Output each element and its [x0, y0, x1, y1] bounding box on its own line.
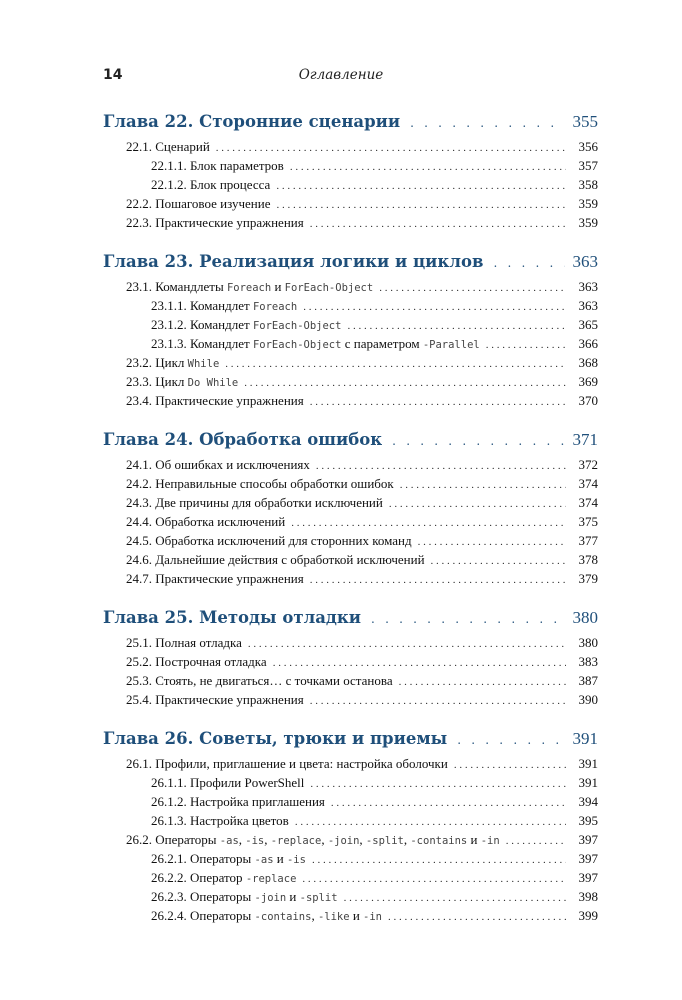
entry-page-number: 359 [578, 196, 598, 211]
entry-page-number: 397 [578, 832, 598, 847]
code-token: -join [254, 892, 287, 904]
toc-section-entry[interactable] [103, 391, 598, 410]
entry-title [126, 633, 248, 652]
entry-text: 22.2. Пошаговое изучение [126, 196, 271, 211]
entry-page-number: 390 [578, 692, 598, 707]
chapter-heading[interactable] [103, 428, 598, 452]
entry-text: 26.1.1. Профили PowerShell [151, 775, 305, 790]
chapter-page-number: 363 [572, 252, 598, 271]
code-token: -in [363, 911, 382, 923]
entry-title [126, 493, 389, 512]
toc-section-entry[interactable] [103, 493, 598, 512]
entry-text: 24.7. Практические упражнения [126, 571, 304, 586]
entry-page-number: 378 [578, 552, 598, 567]
page-number: 14 [103, 67, 123, 83]
entry-title [126, 830, 506, 851]
entry-text: 26.1. Профили, приглашение и цвета: настройка оболочки [126, 756, 448, 771]
entry-text: 23.1.3. Командлет [151, 336, 253, 351]
entry-title [126, 391, 310, 410]
dot-leader [310, 692, 566, 711]
entry-page-number: 397 [578, 870, 598, 885]
entry-page-number: 359 [578, 215, 598, 230]
chapter-heading[interactable] [103, 110, 598, 134]
toc-section-entry[interactable] [103, 550, 598, 569]
code-token: -replace [270, 835, 322, 847]
code-token: Foreach [252, 301, 298, 313]
toc-section-entry[interactable] [103, 277, 598, 296]
entry-text: , [321, 832, 328, 847]
dot-leader [310, 571, 566, 590]
toc-subsection-entry[interactable] [103, 887, 598, 906]
code-token: -is [245, 835, 265, 847]
code-token: -replace [245, 873, 297, 885]
entry-text: 25.4. Практические упражнения [126, 692, 304, 707]
page-header [103, 67, 579, 87]
entry-text: 24.6. Дальнейшие действия с обработкой исключений [126, 552, 425, 567]
toc-section-entry[interactable] [103, 137, 598, 156]
entry-text: и [273, 851, 287, 866]
entry-text: 23.1.1. Командлет [151, 298, 253, 313]
entry-text: 25.3. Стоять, не двигаться… с точками останова [126, 673, 393, 688]
dot-leader [310, 215, 566, 234]
entry-text: 22.1. Сценарий [126, 139, 210, 154]
entry-title [126, 652, 273, 671]
entry-title [126, 455, 316, 474]
entry-title [151, 906, 388, 927]
entry-text: 22.3. Практические упражнения [126, 215, 304, 230]
toc-subsection-entry[interactable] [103, 906, 598, 925]
entry-page-number: 363 [578, 298, 598, 313]
entry-text: 24.5. Обработка исключений для сторонних команд [126, 533, 412, 548]
entry-page-number: 370 [578, 393, 598, 408]
chapter-page-number: 380 [572, 608, 598, 627]
toc-section-entry[interactable] [103, 690, 598, 709]
entry-page-number: 387 [578, 673, 598, 688]
entry-text: 26.2.4. Операторы [151, 908, 255, 923]
toc-subsection-entry[interactable] [103, 868, 598, 887]
entry-page-number: 358 [578, 177, 598, 192]
entry-page-number: 383 [578, 654, 598, 669]
entry-title [126, 531, 418, 550]
entry-title [151, 811, 295, 830]
toc-section-entry[interactable] [103, 353, 598, 372]
dot-leader [457, 728, 564, 752]
entry-text: 24.3. Две причины для обработки исключений [126, 495, 383, 510]
entry-text: 24.4. Обработка исключений [126, 514, 286, 529]
entry-text: и [271, 279, 285, 294]
entry-text: и [349, 908, 364, 923]
entry-text: , [238, 832, 246, 847]
entry-title [151, 315, 347, 336]
entry-page-number: 369 [578, 374, 598, 389]
code-token: -as [219, 835, 239, 847]
toc-section-entry[interactable] [103, 474, 598, 493]
toc-section-entry[interactable] [103, 754, 598, 773]
entry-page-number: 372 [578, 457, 598, 472]
toc-section-entry[interactable] [103, 455, 598, 474]
entry-text: с параметром [341, 336, 423, 351]
entry-title [151, 175, 276, 194]
entry-title [126, 353, 225, 374]
chapter-page-number: 391 [572, 729, 598, 748]
entry-text: 26.2. Операторы [126, 832, 220, 847]
dot-leader [410, 111, 564, 135]
toc-subsection-entry[interactable] [103, 296, 598, 315]
toc-section-entry[interactable] [103, 531, 598, 550]
entry-page-number: 391 [578, 756, 598, 771]
entry-title [151, 156, 290, 175]
toc-section-entry[interactable] [103, 569, 598, 588]
code-token: -like [317, 911, 350, 923]
entry-page-number: 374 [578, 476, 598, 491]
code-token: -as [254, 854, 274, 866]
dot-leader [310, 393, 566, 412]
entry-page-number: 375 [578, 514, 598, 529]
dot-leader [371, 607, 564, 631]
dot-leader [493, 251, 564, 275]
dot-leader [392, 429, 564, 453]
chapter-title: Глава 23. Реализация логики и циклов [103, 252, 484, 271]
entry-text: 23.4. Практические упражнения [126, 393, 304, 408]
chapter-title: Глава 24. Обработка ошибок [103, 430, 383, 449]
entry-page-number: 365 [578, 317, 598, 332]
code-token: While [187, 358, 220, 370]
entry-text: 23.3. Цикл [126, 374, 188, 389]
toc-subsection-entry[interactable] [103, 334, 598, 353]
entry-title [126, 550, 431, 569]
entry-title [126, 512, 291, 531]
entry-title [126, 569, 310, 588]
toc-section-entry[interactable] [103, 633, 598, 652]
code-token: -join [327, 835, 360, 847]
entry-title [151, 773, 310, 792]
entry-page-number: 357 [578, 158, 598, 173]
entry-page-number: 397 [578, 851, 598, 866]
dot-leader [388, 908, 566, 927]
chapter-heading[interactable] [103, 727, 598, 751]
entry-title [151, 887, 344, 908]
toc-subsection-entry[interactable] [103, 156, 598, 175]
entry-text: , [311, 908, 318, 923]
entry-page-number: 366 [578, 336, 598, 351]
toc-section-entry[interactable] [103, 830, 598, 849]
entry-page-number: 395 [578, 813, 598, 828]
code-token: -split [365, 835, 404, 847]
toc-section-entry[interactable] [103, 512, 598, 531]
toc-subsection-entry[interactable] [103, 792, 598, 811]
entry-text: , [359, 832, 366, 847]
toc-subsection-entry[interactable] [103, 773, 598, 792]
entry-text: 24.1. Об ошибках и исключениях [126, 457, 310, 472]
entry-title [126, 194, 276, 213]
toc-subsection-entry[interactable] [103, 811, 598, 830]
entry-text: 23.1.2. Командлет [151, 317, 253, 332]
entry-text: 23.1. Командлеты [126, 279, 227, 294]
entry-page-number: 377 [578, 533, 598, 548]
toc-section-entry[interactable] [103, 194, 598, 213]
entry-text: 26.2.2. Оператор [151, 870, 246, 885]
entry-text: 25.1. Полная отладка [126, 635, 242, 650]
chapter-title: Глава 26. Советы, трюки и приемы [103, 729, 448, 748]
code-token: Do While [187, 377, 239, 389]
entry-title [126, 474, 400, 493]
chapter-page-number: 355 [572, 112, 598, 131]
code-token: -Parallel [422, 339, 480, 351]
entry-title [151, 296, 303, 317]
entry-title [126, 213, 310, 232]
entry-page-number: 380 [578, 635, 598, 650]
entry-title [151, 792, 331, 811]
entry-title [126, 277, 379, 298]
table-of-contents [103, 110, 598, 925]
entry-text: 24.2. Неправильные способы обработки ошибок [126, 476, 394, 491]
chapter-heading[interactable] [103, 250, 598, 274]
entry-page-number: 374 [578, 495, 598, 510]
code-token: -in [480, 835, 500, 847]
code-token: Foreach [226, 282, 272, 294]
entry-title [126, 372, 244, 393]
entry-title [126, 671, 399, 690]
chapter-title: Глава 25. Методы отладки [103, 608, 362, 627]
entry-title [151, 868, 302, 889]
entry-text: и [467, 832, 481, 847]
entry-page-number: 379 [578, 571, 598, 586]
entry-text: 26.1.3. Настройка цветов [151, 813, 289, 828]
entry-title [126, 754, 454, 773]
entry-text: 26.2.3. Операторы [151, 889, 255, 904]
toc-section-entry[interactable] [103, 372, 598, 391]
chapter-page-number: 371 [572, 430, 598, 449]
toc-section-entry[interactable] [103, 652, 598, 671]
entry-text: 26.2.1. Операторы [151, 851, 255, 866]
toc-subsection-entry[interactable] [103, 315, 598, 334]
entry-text: 22.1.2. Блок процесса [151, 177, 271, 192]
entry-page-number: 363 [578, 279, 598, 294]
entry-title [126, 137, 216, 156]
entry-text: 25.2. Построчная отладка [126, 654, 267, 669]
entry-text: 23.2. Цикл [126, 355, 188, 370]
entry-page-number: 394 [578, 794, 598, 809]
code-token: ForEach-Object [252, 339, 342, 351]
entry-title [151, 334, 486, 355]
entry-title [151, 849, 312, 870]
code-token: ForEach-Object [284, 282, 374, 294]
toc-subsection-entry[interactable] [103, 849, 598, 868]
code-token: -split [299, 892, 338, 904]
entry-page-number: 356 [578, 139, 598, 154]
entry-title [126, 690, 310, 709]
entry-text: , [403, 832, 411, 847]
running-title: Оглавление [298, 67, 384, 83]
toc-subsection-entry[interactable] [103, 175, 598, 194]
code-token: -contains [410, 835, 468, 847]
entry-text: 26.1.2. Настройка приглашения [151, 794, 325, 809]
entry-page-number: 399 [578, 908, 598, 923]
chapter-heading[interactable] [103, 606, 598, 630]
chapter-title: Глава 22. Сторонние сценарии [103, 112, 401, 131]
entry-page-number: 391 [578, 775, 598, 790]
code-token: -is [286, 854, 306, 866]
entry-text: 22.1.1. Блок параметров [151, 158, 284, 173]
toc-section-entry[interactable] [103, 671, 598, 690]
code-token: -contains [254, 911, 312, 923]
code-token: ForEach-Object [252, 320, 342, 332]
toc-section-entry[interactable] [103, 213, 598, 232]
entry-text: , [264, 832, 271, 847]
entry-text: и [286, 889, 300, 904]
entry-page-number: 368 [578, 355, 598, 370]
entry-page-number: 398 [578, 889, 598, 904]
